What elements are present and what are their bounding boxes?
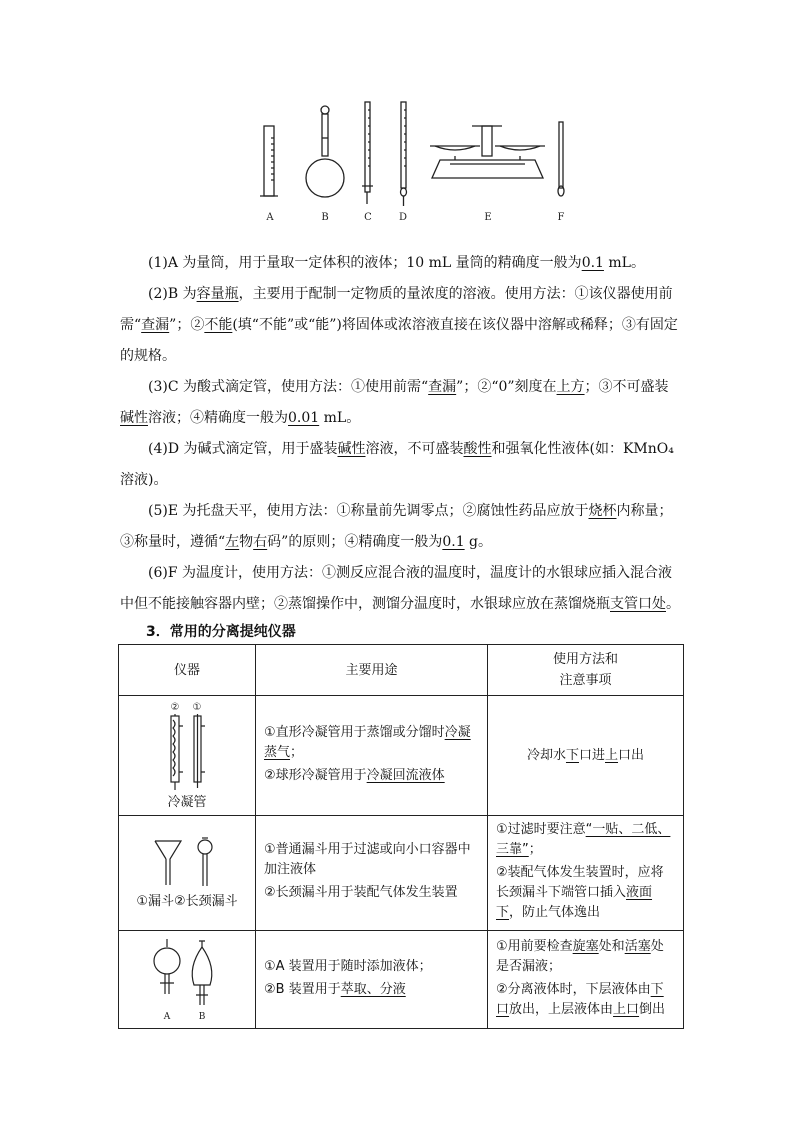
separation-instruments-table	[118, 644, 684, 1029]
header-line: 注意事项	[559, 673, 612, 688]
answer-blank: 0.1	[581, 255, 604, 271]
separatory-funnel-note-1	[496, 937, 675, 977]
table-header-row	[119, 645, 684, 696]
answer-blank: 上方	[556, 379, 585, 395]
graduated-cylinder-illustration	[260, 126, 278, 196]
platform-balance-illustration	[430, 126, 545, 178]
figure-label-d: D	[398, 212, 408, 223]
funnel-note-1	[496, 820, 675, 860]
figure-label-c: C	[364, 212, 372, 223]
condenser-cell	[119, 696, 256, 816]
paragraph-thermometer	[120, 558, 682, 620]
paragraph-volumetric-flask	[120, 279, 682, 372]
figure-label-a: A	[266, 212, 274, 223]
text-run: 放出，上层液体由	[509, 1001, 614, 1017]
text-run: (5)E 为托盘天平，使用方法：①称量前先调零点；②腐蚀性药品应放于	[148, 503, 589, 519]
condenser-use-1	[264, 723, 479, 763]
text-run: mL。	[603, 255, 645, 271]
answer-blank: 不能	[204, 317, 233, 333]
paragraph-acid-burette	[120, 372, 682, 434]
text-run: 溶液；④精确度一般为	[148, 410, 288, 426]
text-run: ①直形冷凝管用于蒸馏或分馏时	[264, 724, 445, 740]
text-run: 口进	[578, 747, 605, 763]
label-a: A	[163, 1011, 171, 1022]
text-run: ”；②“0”刻度在	[456, 379, 557, 395]
text-run: ②球形冷凝管用于	[264, 767, 367, 783]
figure-label-f: F	[557, 212, 565, 223]
condenser-note-cell	[488, 696, 684, 816]
funnel-use-2: ②长颈漏斗用于装配气体发生装置	[264, 885, 458, 900]
answer-blank: 右	[253, 534, 268, 550]
funnel-use-cell	[256, 816, 488, 931]
text-run: ①过滤时要注意	[496, 822, 586, 837]
condenser-illustration	[157, 700, 217, 792]
text-run: (2)B 为	[148, 286, 197, 302]
header-line: 使用方法和	[552, 652, 618, 667]
answer-blank: 0.01	[288, 410, 320, 426]
header-usage-notes	[488, 645, 684, 696]
table-row	[119, 931, 684, 1029]
text-run: 。	[666, 596, 680, 612]
answer-blank: 碱性	[120, 410, 148, 426]
answer-blank: 酸性	[463, 441, 492, 457]
text-run: (4)D 为碱式滴定管，用于盛装	[148, 441, 338, 457]
answer-blank: 上	[605, 747, 619, 763]
text-run: ”；②	[169, 317, 205, 333]
answer-blank: 碱性	[337, 441, 366, 457]
text-run: (1)A 为量筒，用于量取一定体积的液体；10 mL 量筒的精确度一般为	[148, 255, 582, 271]
text-run: 和强氧化性液体(如：KMnO₄溶液)。	[120, 441, 674, 488]
text-run: ；	[290, 744, 304, 760]
paragraph-base-burette	[120, 434, 682, 496]
answer-blank: 下	[565, 747, 579, 763]
figure-label-b: B	[321, 212, 329, 223]
text-run: 溶液，不可盛装	[365, 441, 464, 457]
text-run: ；	[528, 842, 542, 857]
separatory-funnel-note-cell	[488, 931, 684, 1029]
text-run: ，防止气体逸出	[509, 905, 601, 920]
mark-2: ②	[170, 701, 180, 713]
header-instrument: 仪器	[119, 645, 256, 696]
text-run: (6)F 为温度计，使用方法：①测反应混合液的温度时，温度计的水银球应插入混合液中但不能接触容器内壁；②蒸馏操作中，测馏分温度时，水银球应放在蒸馏烧瓶	[120, 565, 672, 612]
funnel-note-cell	[488, 816, 684, 931]
base-burette-illustration	[401, 102, 407, 206]
acid-burette-illustration	[362, 102, 373, 204]
separatory-funnel-use-2	[264, 980, 479, 1000]
condenser-use-cell	[256, 696, 488, 816]
paragraph-balance	[120, 496, 682, 558]
text-run: g。	[464, 534, 493, 550]
header-main-use: 主要用途	[256, 645, 488, 696]
table-row	[119, 696, 684, 816]
answer-blank: 0.1	[442, 534, 465, 550]
text-run: 冷却水	[526, 747, 566, 763]
text-run: 内称量；③称量时，遵循“	[120, 503, 673, 550]
text-run: (填“不能”或“能”)将固体或浓溶液直接在该仪器中溶解或稀释；③有固定的规格。	[120, 317, 678, 364]
separatory-funnel-cell	[119, 931, 256, 1029]
instrument-figure	[240, 98, 590, 228]
thermometer-illustration	[558, 122, 564, 196]
condenser-use-2	[264, 766, 479, 786]
text-run: mL。	[319, 410, 361, 426]
text-run: ②装配气体发生装置时，应将长颈漏斗下端管口插入	[496, 865, 664, 900]
answer-blank: 查漏	[428, 379, 457, 395]
text-run: 倒出	[639, 1001, 666, 1017]
funnel-use-1: ①普通漏斗用于过滤或向小口容器中加注液体	[264, 842, 471, 877]
text-run: ①用前要检查	[496, 938, 573, 954]
text-run: 口出	[618, 747, 645, 763]
text-run: (3)C 为酸式滴定管，使用方法：①使用前需“	[148, 379, 429, 395]
text-run: 处和	[598, 938, 625, 954]
funnel-caption: ①漏斗②长颈漏斗	[136, 894, 238, 909]
text-run: ②分离液体时，下层液体由	[496, 981, 651, 997]
answer-blank: 液面下	[496, 885, 653, 920]
text-run: 处是否漏液；	[496, 938, 664, 974]
text-run: 码”的原则；④精确度一般为	[267, 534, 443, 550]
funnel-note-2	[496, 863, 675, 923]
label-b: B	[198, 1011, 206, 1022]
answer-blank: 支管口处	[610, 596, 666, 612]
answer-blank: 冷凝蒸气	[264, 724, 471, 760]
separatory-funnel-illustration	[147, 937, 227, 1023]
answer-blank: 萃取、分液	[340, 981, 406, 997]
funnel-illustration	[147, 835, 227, 891]
paragraph-measuring-cylinder	[120, 248, 682, 279]
text-run: 物	[239, 534, 254, 550]
volumetric-flask-illustration	[306, 106, 344, 197]
condenser-caption: 冷凝管	[167, 794, 207, 810]
answer-blank: 下口	[496, 981, 664, 1017]
text-run: ；③不可盛装	[584, 379, 669, 395]
answer-blank: 上口	[613, 1001, 640, 1017]
answer-blank: “一贴、二低、三靠”	[496, 822, 671, 857]
answer-blank: 左	[225, 534, 240, 550]
separatory-funnel-use-cell	[256, 931, 488, 1029]
section-title: 3．常用的分离提纯仪器	[146, 624, 296, 640]
mark-1: ①	[192, 701, 202, 713]
text-run: ，主要用于配制一定物质的量浓度的溶液。使用方法：①该仪器使用前需“	[120, 286, 673, 333]
text-run: ②B 装置用于	[264, 981, 341, 997]
separatory-funnel-use-1: ①A 装置用于随时添加液体；	[264, 958, 432, 974]
funnel-cell	[119, 816, 256, 931]
answer-blank: 烧杯	[588, 503, 617, 519]
answer-blank: 活塞	[624, 938, 651, 954]
answer-blank: 冷凝回流液体	[366, 767, 445, 783]
answer-blank: 容量瓶	[196, 286, 239, 302]
answer-blank: 旋塞	[572, 938, 599, 954]
answer-blank: 查漏	[141, 317, 170, 333]
figure-label-e: E	[484, 212, 492, 223]
separatory-funnel-note-2	[496, 980, 675, 1020]
table-row	[119, 816, 684, 931]
